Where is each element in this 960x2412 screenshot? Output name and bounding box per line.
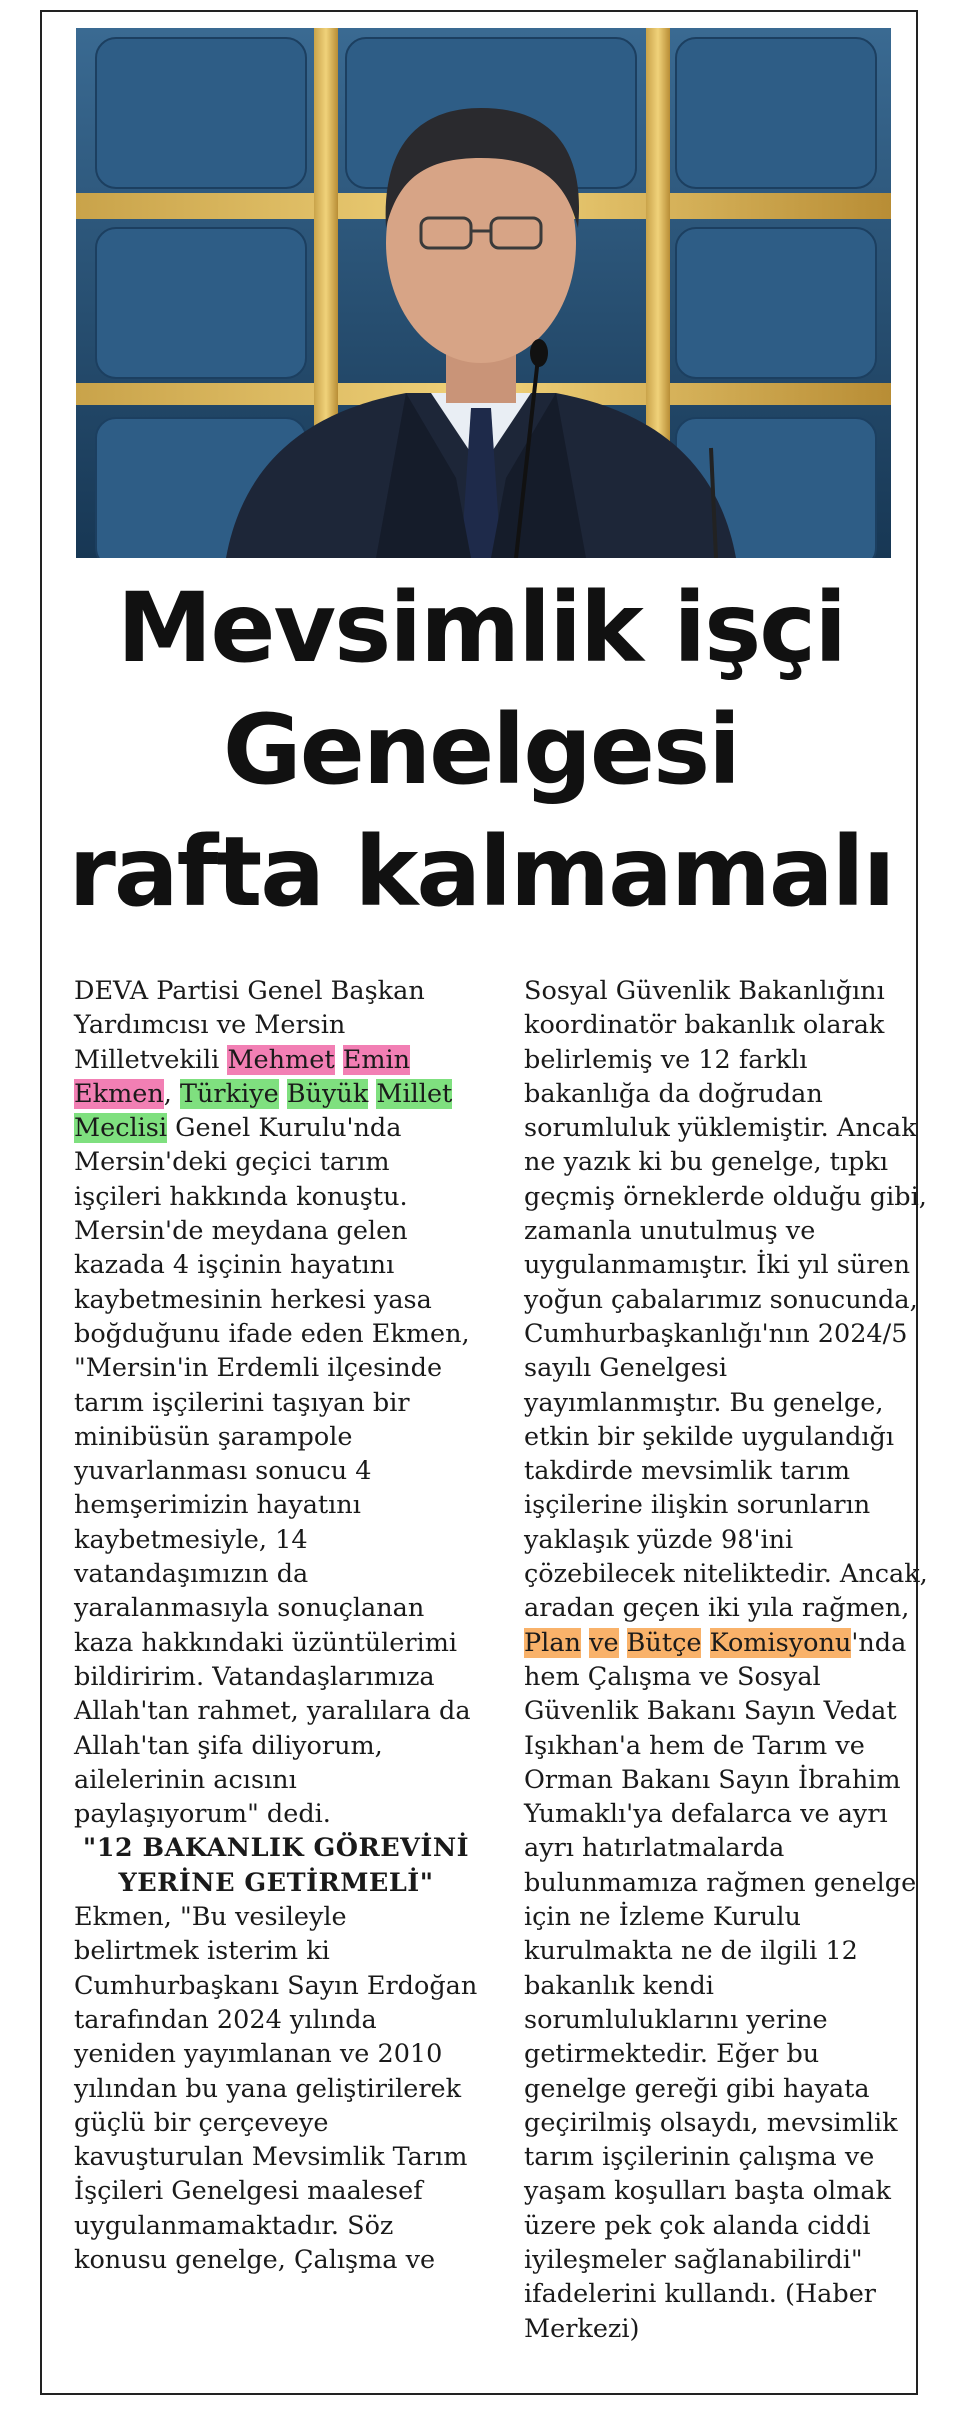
highlight-commission: Bütçe — [626, 1627, 702, 1658]
news-clipping — [40, 10, 928, 2395]
paragraph-accident: Mersin'de meydana gelen kazada 4 işçinin hayatını kaybetmesinin herkesi yasa boğduğunu ifade eden Ekmen, "Mersin'in Erdemli ilçesinde tarım işçilerini taşıyan bir minibüsün şarampole yuvarlanması sonucu 4 hemşerimizin hayatını kaybetmesiyle, 14 vatandaşımızın da yaralanmasıyla sonuçlanan kaza hakkındaki üzüntülerimi bildiririm. Vatandaşlarımıza Allah'tan rahmet, yaralılara da Allah'tan şifa diliyorum, ailelerinin acısını paylaşıyorum" dedi. — [74, 1216, 471, 1830]
intro-text: Genel Kurulu'nda Mersin'deki geçici tarım işçileri hakkında konuştu. — [74, 1113, 408, 1212]
intro-text: , — [163, 1078, 180, 1109]
paragraph-continued — [524, 974, 928, 2346]
highlight-institution: Türkiye — [179, 1078, 279, 1109]
body-text: 'nda hem Çalışma ve Sosyal Güvenlik Bakanı Sayın Vedat Işıkhan'a hem de Tarım ve Orman Bakanı Sayın İbrahim Yumaklı'ya defalarca ve ayrı ayrı hatırlatmalarda bulunmamıza rağmen genelge için ne İzleme Kurulu kurulmakta ne de ilgili 12 bakanlık kendi sorumluluklarını yerine getirmektedir. Eğer bu genelge gereği gibi hayata geçirilmiş olsaydı, mevsimlik tarım işçilerinin çalışma ve yaşam koşulları başta olmak üzere pek çok alanda ciddi iyileşmeler sağlanabilirdi" ifadelerini kullandı. (Haber Merkezi) — [524, 1627, 917, 2344]
highlight-commission: Komisyonu — [709, 1627, 852, 1658]
highlight-commission: Plan — [524, 1627, 581, 1658]
highlight-name: Mehmet — [227, 1044, 335, 1075]
intro-text: DEVA Partisi Genel Başkan Yardımcısı ve Mersin Milletvekili — [74, 976, 425, 1075]
headline-line: Genelgesi — [222, 694, 740, 806]
highlight-commission: ve — [589, 1627, 619, 1658]
paragraph-intro — [74, 974, 478, 1214]
body-text: Sosyal Güvenlik Bakanlığını koordinatör bakanlık olarak belirlemiş ve 12 farklı bakanlığa da doğrudan sorumluluk yüklemiştir. Ancak ne yazık ki bu genelge, tıpkı geçmiş örneklerde olduğu gibi, zamanla unutulmuş ve uygulanmamıştır. İki yıl süren yoğun çabalarımız sonucunda, Cumhurbaşkanlığı'nın 2024/5 sayılı Genelgesi yayımlanmıştır. Bu genelge, etkin bir şekilde uygulandığı takdirde mevsimlik tarım işçilerine ilişkin sorunların yaklaşık yüzde 98'ini çözebilecek niteliktedir. Ancak, aradan geçen iki yıla rağmen, — [524, 976, 928, 1624]
highlight-institution: Büyük — [286, 1078, 369, 1109]
headline-line: Mevsimlik işçi — [116, 572, 846, 684]
politician-portrait-image — [76, 28, 891, 558]
headline — [42, 567, 920, 933]
subheading: "12 BAKANLIK GÖREVİNİ YERİNE GETİRMELİ" — [82, 1833, 470, 1898]
highlight-name: Ekmen — [74, 1078, 164, 1109]
paragraph-quote: Ekmen, "Bu vesileyle belirtmek isterim ki Cumhurbaşkanı Sayın Erdoğan tarafından 2024 yılında yeniden yayımlanan ve 2010 yılından bu yana geliştirilerek güçlü bir çerçeveye kavuşturulan Mevsimlik Tarım İşçileri Genelgesi maalesef uygulanmamaktadır. Söz konusu genelge, Çalışma ve — [74, 1902, 478, 2275]
article-column-left — [74, 974, 478, 2277]
article-photo — [76, 28, 891, 558]
article-column-right — [524, 974, 928, 2346]
headline-line: rafta kalmamalı — [68, 816, 894, 928]
highlight-institution: Meclisi — [74, 1113, 168, 1144]
highlight-name: Emin — [342, 1044, 411, 1075]
highlight-institution: Millet — [376, 1078, 453, 1109]
